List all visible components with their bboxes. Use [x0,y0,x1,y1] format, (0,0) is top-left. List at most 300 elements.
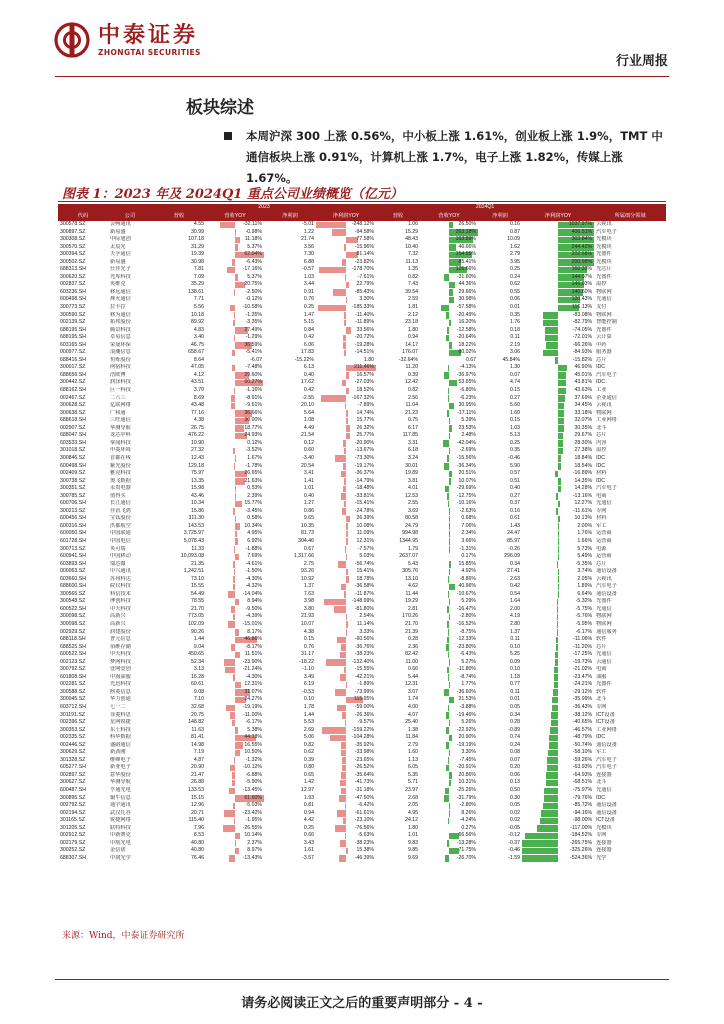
cell-value: -11.00% [243,711,262,718]
cell-value: -5.03% [245,802,262,809]
table-cell [316,629,376,637]
yoy-bar [449,380,457,387]
cell-value: 佳讯飞鸿 [110,507,131,514]
table-cell [420,379,478,387]
table-cell [206,236,264,244]
table-cell [522,772,594,780]
table-row [58,289,666,297]
yoy-bar [234,335,235,342]
table-cell [264,606,316,614]
column-header: 净利润YOY [522,212,594,221]
sector-label [594,553,666,561]
table-cell [152,681,206,689]
table-cell [264,485,316,493]
company-name [108,561,152,569]
cell-value: 龙芯中科 [110,432,131,439]
cell-value: 148.82 [188,719,204,726]
cell-value: 0.02 [509,817,521,824]
table-cell [478,319,522,327]
cell-value: 300213.SZ [60,507,86,514]
cell-value: 66.56% [458,832,477,839]
table-cell [522,546,594,554]
cell-value: 12.31 [405,681,419,688]
cell-value: 3.69 [407,507,419,514]
table-cell [264,463,316,471]
cell-value: 43.48 [191,402,204,409]
cell-value: 1037.97% [568,221,593,227]
sector-label [594,530,666,538]
table-cell [522,802,594,810]
cell-value: 002912.SZ [60,832,86,839]
sector-label [594,387,666,395]
table-cell [478,810,522,818]
cell-value: -14.79% [354,477,375,484]
cell-value: 0.76 [303,296,314,303]
table-cell [206,734,264,742]
table-cell [420,696,478,704]
table-row [58,327,666,335]
table-cell [316,742,376,750]
cell-value: 荣晟环保 [110,341,131,348]
table-cell [206,478,264,486]
table-cell [264,334,316,342]
cell-value: 19.39 [191,251,204,258]
stock-code [58,764,108,772]
yoy-bar [549,735,558,742]
table-cell [478,568,522,576]
sector-label [594,674,666,682]
group-header-2024q1: 2024Q1 [376,204,594,212]
cell-value: 亿联网络 [110,402,131,409]
table-cell [376,259,420,267]
table-cell [420,674,478,682]
logo-cn: 中泰证券 [98,22,199,48]
table-cell [420,470,478,478]
table-cell [522,266,594,274]
table-row [58,259,666,267]
cell-value: 300773.SZ [60,304,86,311]
yoy-bar [224,810,235,817]
table-cell [264,221,316,229]
cell-value: 296.09 [504,553,521,560]
sector-label [594,742,666,750]
cell-value: 1.03 [509,424,521,431]
cell-value: 0.54 [509,590,521,597]
yoy-bar [344,591,346,598]
table-cell [478,410,522,418]
cell-value: 新亚电子 [110,764,131,771]
table-cell [376,342,420,350]
company-name [108,810,152,818]
yoy-bar [233,674,235,681]
yoy-bar [344,244,346,251]
table-cell [152,349,206,357]
table-row [58,455,666,463]
cell-value: 688313.SH [60,266,86,273]
yoy-bar [446,742,449,749]
cell-value: 0.08 [509,749,521,756]
cell-value: 材料 [596,515,607,522]
cell-value: 1.74 [407,696,419,703]
cell-value: 20.10 [301,402,314,409]
table-cell [206,802,264,810]
company-name [108,613,152,621]
cell-value: 1.30 [509,364,521,371]
table-cell [420,629,478,637]
yoy-bar [449,780,450,787]
company-name [108,674,152,682]
cell-value: 10.09 [507,236,521,243]
yoy-bar [344,478,346,485]
cell-value: 5.35 [407,771,419,778]
table-row [58,417,666,425]
cell-value: 4.38 [193,417,204,424]
table-cell [522,636,594,644]
table-cell [478,606,522,614]
table-cell [152,757,206,765]
stock-code [58,395,108,403]
table-cell [316,651,376,659]
company-name [108,440,152,448]
cell-value: 5.49% [577,553,593,560]
cell-value: -23.42% [242,809,262,816]
yoy-bar [337,810,346,817]
stock-code [58,274,108,282]
cell-value: 0.82 [407,273,419,280]
table-cell [206,704,264,712]
table-cell [316,576,376,584]
yoy-bar [443,440,449,447]
table-cell [206,493,264,501]
column-header: 净利润 [478,212,522,221]
sector-label [594,244,666,252]
cell-value: 3.49 [303,673,314,680]
cell-value: -0.89 [508,726,521,733]
yoy-bar [558,440,563,447]
cell-value: -11.89% [355,319,375,326]
cell-value: 汽车电子 [596,756,617,763]
table-cell [376,372,420,380]
table-cell [206,334,264,342]
table-cell [376,651,420,659]
cell-value: 2.48% [461,432,477,439]
cell-value: 0.25 [303,304,314,311]
cell-value: 15.29 [405,228,419,235]
cell-value: 0.40 [509,485,521,492]
cell-value: -18.22 [299,658,314,665]
cell-value: 2.79 [509,251,521,258]
cell-value: 1.44 [303,711,314,718]
table-cell [152,553,206,561]
cell-value: 武汉凡谷 [110,809,131,816]
table-cell [478,764,522,772]
cell-value: 6.18 [407,447,419,454]
table-cell [316,749,376,757]
yoy-bar [346,848,348,855]
table-cell [478,447,522,455]
yoy-bar [558,486,561,493]
table-cell [478,734,522,742]
table-cell [478,470,522,478]
table-cell [206,229,264,237]
table-cell [264,342,316,350]
yoy-bar [556,637,558,644]
cell-value: 5.03% [359,553,375,560]
cell-value: 3.07 [407,688,419,695]
table-cell [264,236,316,244]
cell-value: 5.39% [461,417,477,424]
cell-value: 11.09% [356,530,375,537]
cell-value: 0.60 [303,447,314,454]
cell-value: 北斗 [596,424,607,431]
cell-value: 佰维存储 [110,643,131,650]
table-cell [478,651,522,659]
cell-value: 2.56 [407,394,419,401]
stock-code [58,734,108,742]
table-row [58,530,666,538]
cell-value: -26.52% [354,764,375,771]
table-cell [522,613,594,621]
cell-value: 5.73% [577,545,593,552]
cell-value: -17.11% [457,409,477,416]
cell-value: 1.67% [247,454,262,461]
cell-value: -10.58% [242,304,262,311]
yoy-bar [449,561,451,568]
table-cell [152,304,206,312]
company-name [108,727,152,735]
table-cell [376,719,420,727]
table-cell [376,855,420,863]
cell-value: 40.80 [191,847,204,854]
sector-label [594,764,666,772]
table-cell [206,825,264,833]
sector-label [594,621,666,629]
cell-value: -1.95% [245,817,262,824]
cell-value: 1.18 [509,673,521,680]
table-cell [522,727,594,735]
yoy-bar [342,765,346,772]
table-cell [420,795,478,803]
table-cell [420,779,478,787]
cell-value: 运营商 [596,530,612,537]
table-cell [420,500,478,508]
sector-label [594,266,666,274]
cell-value: -6.43% [245,258,262,265]
table-cell [522,440,594,448]
cell-value: -58.10% [572,749,593,756]
yoy-bar [446,335,449,342]
cell-value: 25.40 [405,719,419,726]
cell-value: -2.80% [459,613,477,620]
table-cell [152,734,206,742]
table-cell [316,832,376,840]
cell-value: 603165.SH [60,341,86,348]
table-cell [264,410,316,418]
cell-value: 300353.SZ [60,726,86,733]
table-cell [264,704,316,712]
cell-value: 21.70 [191,605,204,612]
yoy-bar [555,659,559,666]
cell-value: 1.76 [509,319,521,326]
cell-value: -6.23% [459,394,477,401]
cell-value: 英可瑞 [110,545,126,552]
stock-code [58,417,108,425]
cell-value: 46.86% [244,636,262,643]
table-cell [420,251,478,259]
table-row [58,583,666,591]
table-row [58,666,666,674]
cell-value: 1.37 [303,583,314,590]
table-cell [478,395,522,403]
stock-code [58,779,108,787]
table-cell [206,712,264,720]
cell-value: 0.16 [509,507,521,514]
cell-value: 12.31% [356,537,375,544]
stock-code [58,795,108,803]
yoy-bar [345,803,346,810]
table-cell [206,463,264,471]
yoy-bar [343,342,346,349]
cell-value: -9.50% [245,605,262,612]
table-cell [478,666,522,674]
cell-value: -21.24% [242,666,262,673]
table-cell [478,523,522,531]
cell-value: 1.60 [509,409,521,416]
cell-value: 20.75 [191,711,204,718]
cell-value: 意华股份 [110,771,131,778]
table-cell [478,802,522,810]
table-cell [264,244,316,252]
sector-label [594,840,666,848]
cell-value: 0.51 [509,477,521,484]
company-name [108,757,152,765]
table-cell [206,681,264,689]
table-cell [478,334,522,342]
stock-code [58,636,108,644]
page-footer: 请务必阅读正文之后的重要声明部分 - 4 - [241,996,483,1011]
cell-value: -21.02% [572,666,593,673]
cell-value: 光通信 [596,605,612,612]
cell-value: 406.51% [571,228,593,235]
yoy-bar [234,546,235,553]
cell-value: 0.17% [461,553,477,560]
table-cell [478,485,522,493]
cell-value: -1.50% [245,568,262,575]
table-cell [316,689,376,697]
table-cell [478,719,522,727]
stock-code [58,342,108,350]
table-cell [420,817,478,825]
table-cell [420,644,478,652]
table-cell [152,508,206,516]
sector-label [594,236,666,244]
cell-value: 光模块 [596,243,612,250]
yoy-bar [545,327,558,334]
cell-value: -85.43% [354,288,375,295]
table-cell [376,470,420,478]
cell-value: 27.41 [507,568,521,575]
cell-value: -6.88% [245,771,262,778]
yoy-bar [449,320,451,327]
cell-value: 中海油服 [110,673,131,680]
yoy-bar [449,538,450,545]
table-cell [478,312,522,320]
table-cell [478,342,522,350]
yoy-bar [231,606,235,613]
table-cell [316,606,376,614]
table-cell [316,221,376,229]
cell-value: 27.32 [191,447,204,454]
table-row [58,674,666,682]
table-cell [264,538,316,546]
table-cell [206,395,264,403]
cell-value: -36.43% [572,704,593,710]
table-cell [420,485,478,493]
cell-value: 34.45% [574,402,593,409]
cell-value: 15.86 [191,507,204,514]
table-cell [264,500,316,508]
table-cell [152,651,206,659]
table-cell [478,591,522,599]
cell-value: -3.45% [245,507,262,514]
cell-value: -0.46 [508,847,521,854]
table-row [58,266,666,274]
cell-value: 450.65 [188,651,204,658]
table-cell [152,463,206,471]
yoy-bar [557,629,558,636]
yoy-bar [551,712,558,719]
cell-value: 浩欧博 [110,371,126,378]
cell-value: -0.98% [245,228,262,235]
cell-value: 24.79 [405,522,419,529]
cell-value: 24.47 [507,530,521,537]
cell-value: 600456.SH [60,515,86,522]
table-cell [152,470,206,478]
stock-code [58,349,108,357]
cell-value: 23.18 [405,319,419,326]
table-cell [264,259,316,267]
yoy-bar [445,788,449,795]
table-cell [376,364,420,372]
yoy-bar [326,659,346,666]
cell-value: 0.35 [509,311,521,318]
table-cell [376,802,420,810]
cell-value: 773.05 [188,613,204,620]
cell-value: 7.81 [193,266,204,273]
cell-value: -16.47% [456,605,477,612]
table-row [58,538,666,546]
cell-value: -0.12% [245,296,262,303]
table-cell [420,364,478,372]
yoy-bar [558,448,563,455]
cell-value: 通信设备 [596,590,617,597]
table-cell [206,757,264,765]
cell-value: IDC [596,364,606,371]
table-cell [316,372,376,380]
performance-table [58,204,666,862]
cell-value: 476.22 [188,432,204,439]
cell-value: -31.79% [456,794,477,801]
table-cell [522,485,594,493]
cell-value: -1.29% [245,334,262,341]
table-cell [376,636,420,644]
table-cell [152,689,206,697]
cell-value: 0.07 [509,756,521,763]
cell-value: -2.69% [459,447,477,454]
table-row [58,636,666,644]
table-cell [522,410,594,418]
table-cell [522,576,594,584]
